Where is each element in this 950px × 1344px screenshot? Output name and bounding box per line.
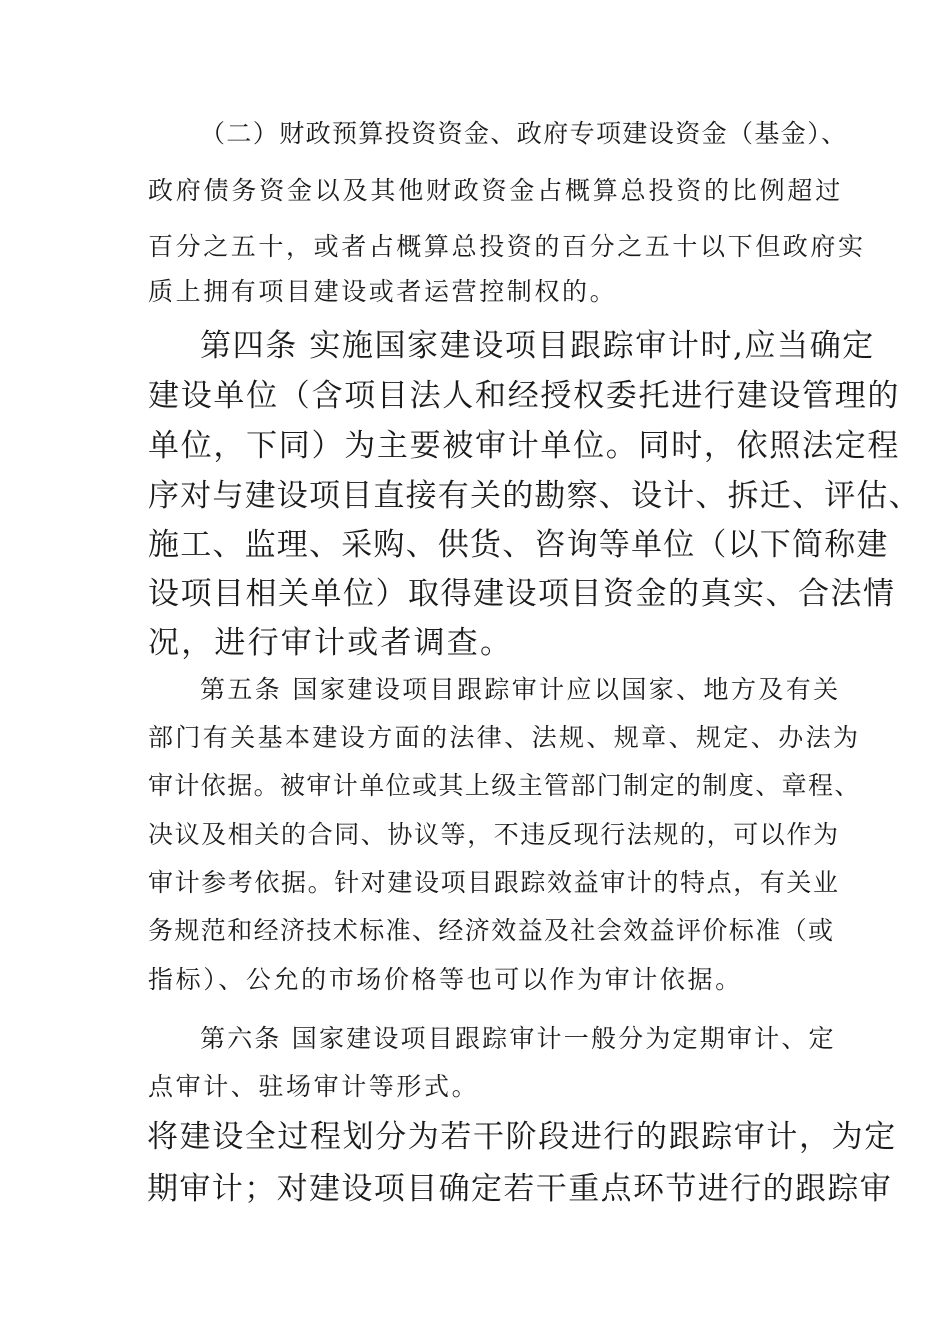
article-4-line-6: 设项目相关单位）取得建设项目资金的真实、合法情	[148, 576, 896, 612]
article-5-line-1: 第五条 国家建设项目跟踪审计应以国家、地方及有关	[200, 675, 841, 704]
paragraph-2-line-3: 百分之五十，或者占概算总投资的百分之五十以下但政府实	[148, 232, 866, 261]
article-5-line-4: 决议及相关的合同、协议等，不违反现行法规的，可以作为	[148, 820, 840, 849]
paragraph-2-line-4: 质上拥有项目建设或者运营控制权的。	[148, 277, 618, 306]
article-4-line-5: 施工、监理、采购、供货、咨询等单位（以下简称建	[148, 527, 889, 563]
article-6-line-1: 第六条 国家建设项目跟踪审计一般分为定期审计、定	[200, 1024, 836, 1053]
article-5-line-2: 部门有关基本建设方面的法律、法规、规章、规定、办法为	[148, 723, 861, 752]
article-4-line-1: 第四条 实施国家建设项目跟踪审计时,应当确定	[200, 328, 875, 364]
article-5-line-3: 审计依据。被审计单位或其上级主管部门制定的制度、章程、	[148, 771, 861, 800]
paragraph-2-line-1: （二）财政预算投资资金、政府专项建设资金（基金）、	[200, 119, 848, 148]
article-4-line-3: 单位，下同）为主要被审计单位。同时，依照法定程	[148, 428, 901, 464]
article-5-line-6: 务规范和经济技术标准、经济效益及社会效益评价标准（或	[148, 916, 835, 945]
article-6-line-3: 将建设全过程划分为若干阶段进行的跟踪审计，为定	[147, 1119, 897, 1155]
article-5-line-7: 指标）、公允的市场价格等也可以作为审计依据。	[148, 965, 743, 994]
article-5-line-5: 审计参考依据。针对建设项目跟踪效益审计的特点，有关业	[148, 868, 840, 897]
article-6-line-4: 期审计；对建设项目确定若干重点环节进行的跟踪审	[147, 1171, 893, 1207]
paragraph-2-line-2: 政府债务资金以及其他财政资金占概算总投资的比例超过	[148, 176, 844, 205]
article-6-line-2: 点审计、驻场审计等形式。	[148, 1072, 480, 1101]
article-4-line-2: 建设单位（含项目法人和经授权委托进行建设管理的	[148, 378, 901, 414]
article-4-line-7: 况，进行审计或者调查。	[148, 625, 514, 661]
article-4-line-4: 序对与建设项目直接有关的勘察、设计、拆迁、评估、	[148, 478, 921, 514]
